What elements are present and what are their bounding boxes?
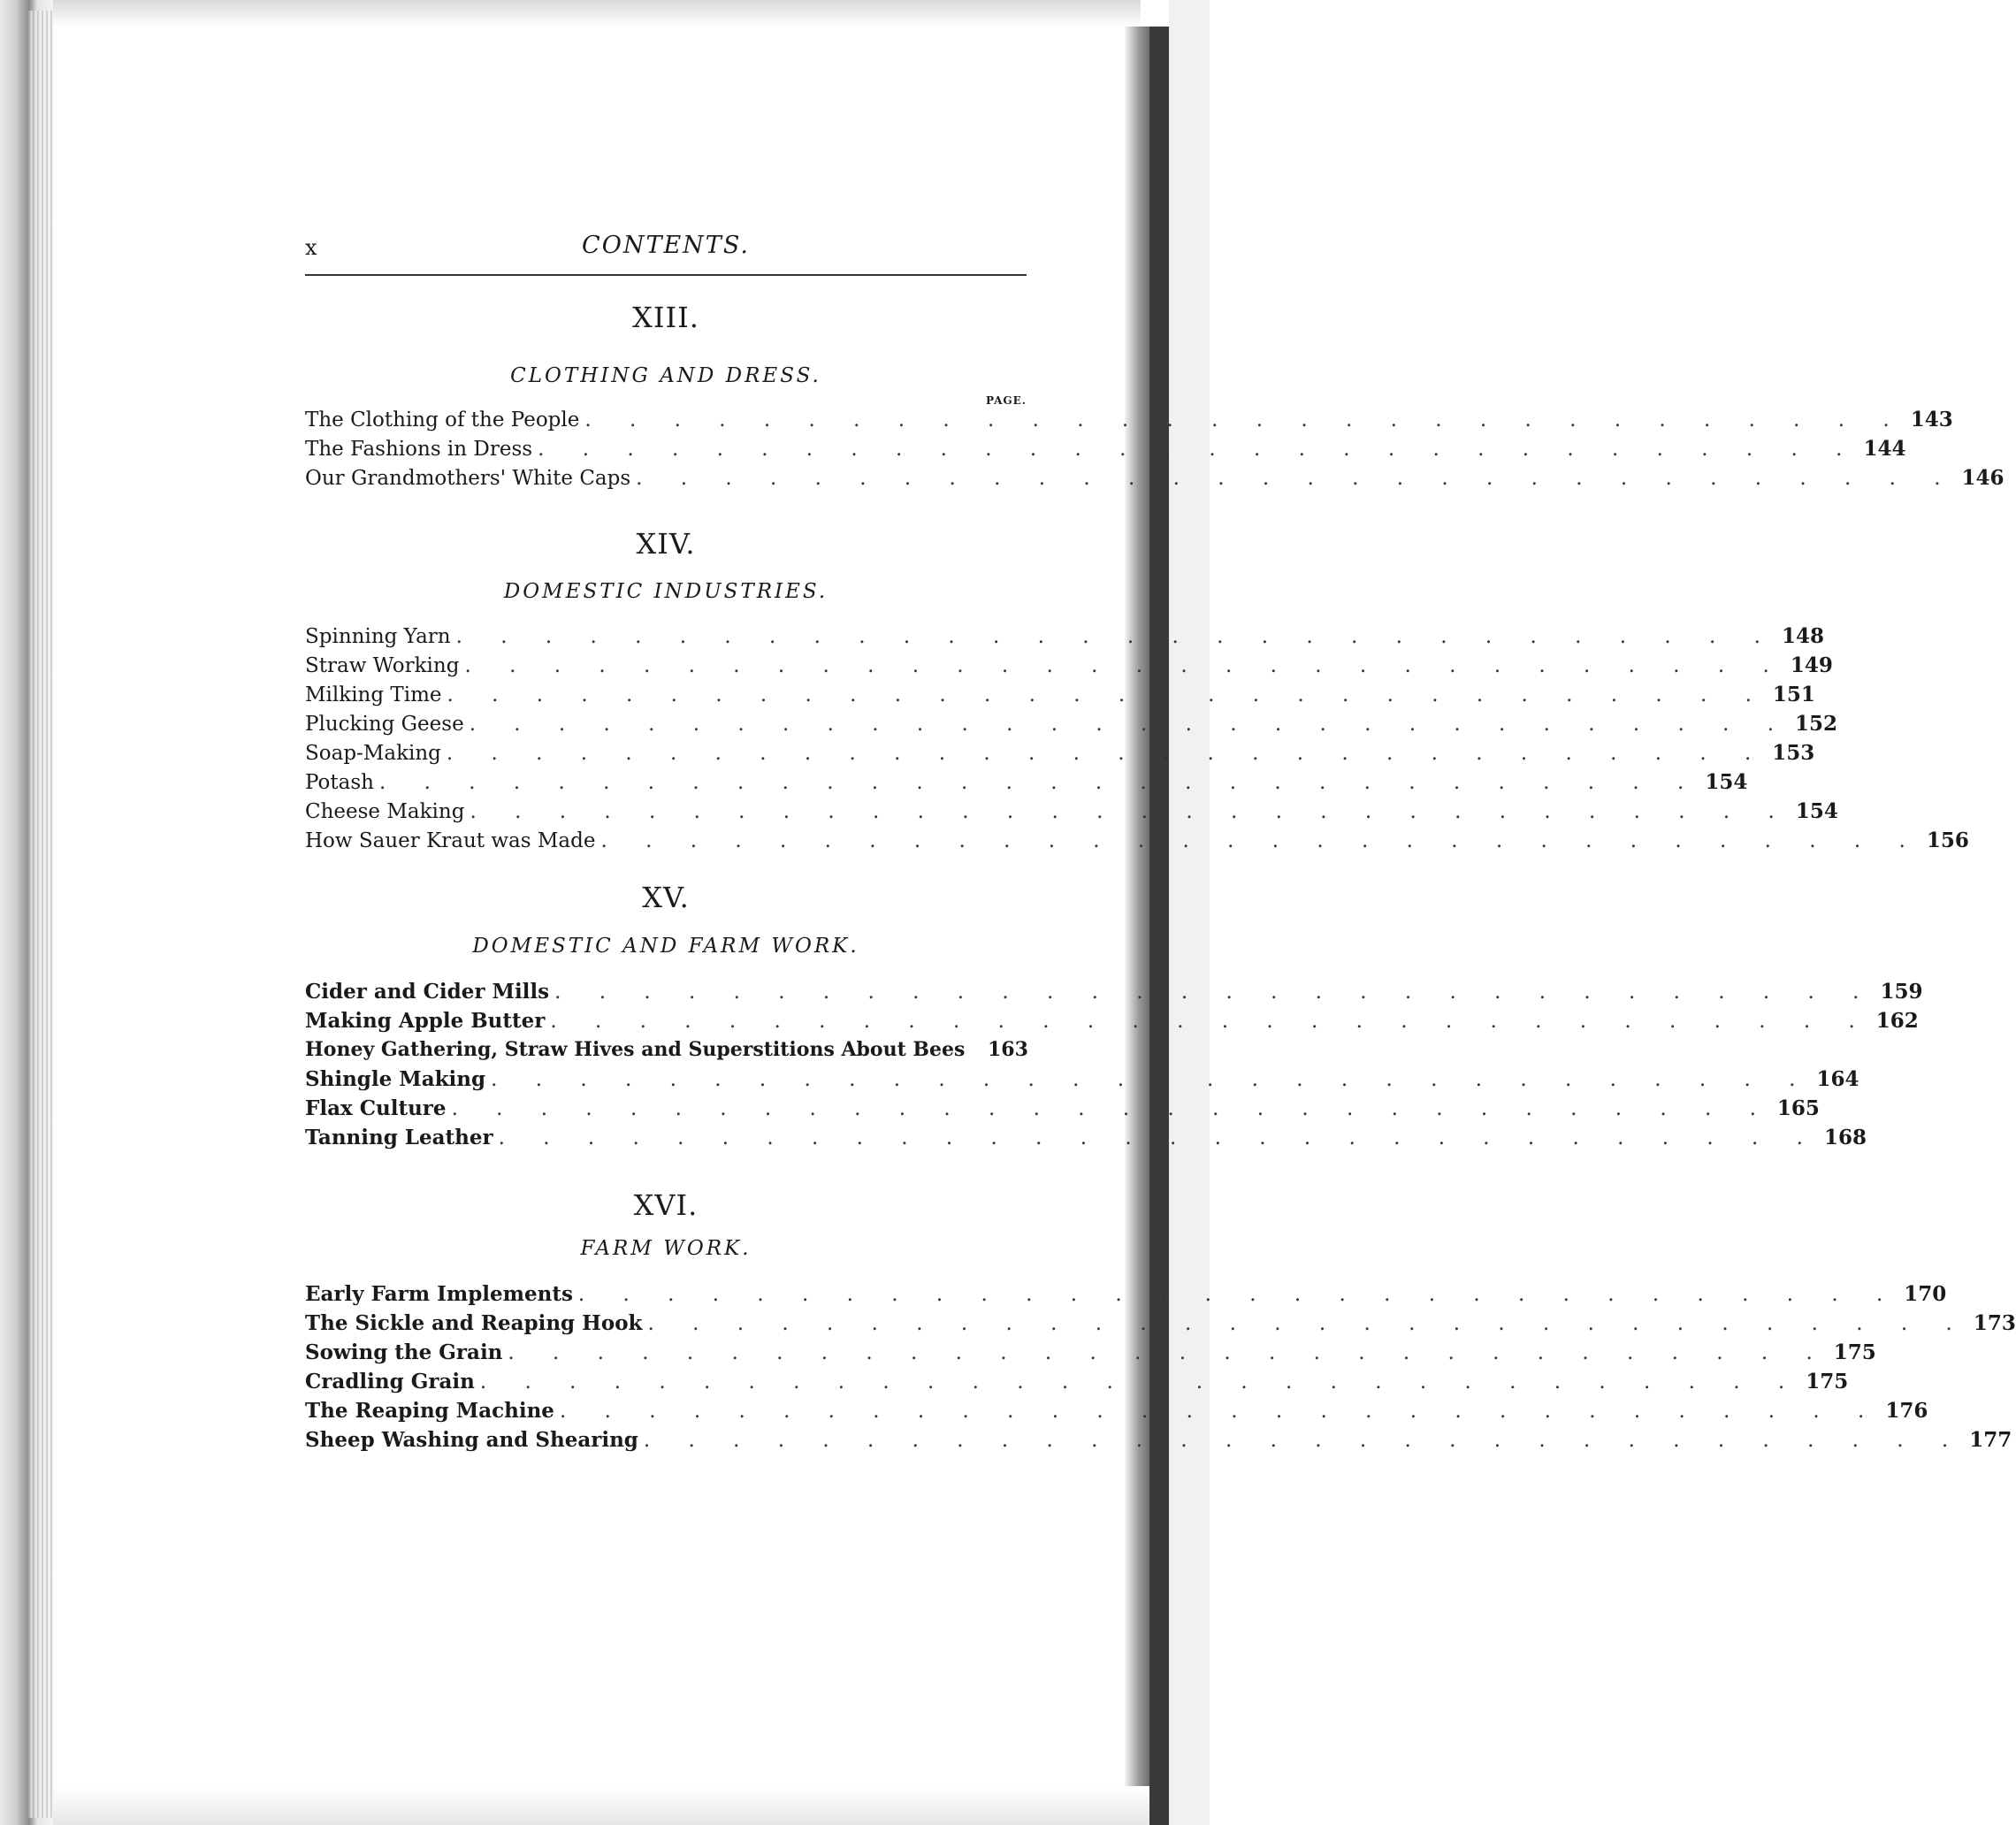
dot-leader: . . . . . . . . . . . . . . . . . . . . . . . . . . . . . . <box>508 1341 1829 1364</box>
toc-entry[interactable] <box>305 1009 1919 1037</box>
entry-page-number: 153 <box>1772 741 1815 765</box>
dot-leader: . . . . . . . . . . . . . . . . . . . . . . . . . . . . . . <box>538 438 1859 461</box>
toc-entry[interactable] <box>305 1428 2012 1456</box>
chapter-number: XIV. <box>636 527 696 561</box>
dot-leader: . . . . . . . . . . . . . . . . . . . . . . . . . . . . . . <box>451 1097 1772 1120</box>
entry-page-number: 154 <box>1705 770 1748 794</box>
toc-entry[interactable] <box>305 1282 1947 1310</box>
toc-entry[interactable] <box>305 741 1815 769</box>
dot-leader: . . . . . . . . . . . . . . . . . . . . . . . . . . . . . . <box>636 467 1957 490</box>
entry-label: Cheese Making <box>305 800 465 823</box>
entry-page-number: 165 <box>1776 1096 1820 1120</box>
entry-page-number: 175 <box>1806 1370 1849 1394</box>
dot-leader: . . . . . . . . . . . . . . . . . . . . . . . . . . . . . . <box>498 1126 1819 1149</box>
chapter-title: DOMESTIC INDUSTRIES. <box>503 580 829 603</box>
entry-page-number: 168 <box>1823 1126 1867 1149</box>
toc-entry[interactable] <box>305 1340 1876 1369</box>
entry-label: Our Grandmothers' White Caps <box>305 467 631 490</box>
entry-page-number: 143 <box>1910 408 1953 431</box>
dot-leader: . . . . . . . . . . . . . . . . . . . . . . . . . . . . . . <box>643 1429 1965 1452</box>
toc-entry[interactable] <box>305 653 1833 682</box>
chapter-title: CLOTHING AND DRESS. <box>510 364 821 387</box>
entry-label: The Reaping Machine <box>305 1399 554 1423</box>
dot-leader: . . . . . . . . . . . . . . . . . . . . . . . . . . . . . . <box>554 981 1875 1004</box>
entry-label: Sheep Washing and Shearing <box>305 1428 638 1452</box>
entry-label: Tanning Leather <box>305 1126 493 1149</box>
entry-page-number: 177 <box>1969 1428 2012 1452</box>
dot-leader: . . . . . . . . . . . . . . . . . . . . . . . . . . . . . . <box>447 683 1768 706</box>
entry-label: Cider and Cider Mills <box>305 980 550 1004</box>
entry-page-number: 146 <box>1961 466 2005 490</box>
chapter-number: XIII. <box>632 301 699 334</box>
page-folio: x <box>305 235 317 260</box>
dot-leader: . . . . . . . . . . . . . . . . . . . . . . . . . . . . . . <box>559 1400 1881 1423</box>
dot-leader: . . . . . . . . . . . . . . . . . . . . . . . . . . . . . . <box>464 654 1785 677</box>
running-title: CONTENTS. <box>582 232 750 259</box>
entry-label: Cradling Grain <box>305 1370 475 1394</box>
toc-entry[interactable] <box>305 437 1906 465</box>
toc-entry[interactable] <box>305 1038 1027 1066</box>
entry-page-number: 154 <box>1795 799 1838 823</box>
toc-entry[interactable] <box>305 624 1824 653</box>
toc-entry[interactable] <box>305 408 1953 436</box>
entry-page-number: 159 <box>1880 980 1923 1004</box>
entry-page-number: 148 <box>1781 624 1824 648</box>
entry-label: Straw Working <box>305 654 460 677</box>
toc-entry[interactable] <box>305 712 1838 740</box>
entry-page-number: 176 <box>1885 1399 1928 1423</box>
dot-leader: . . . . . . . . . . . . . . . . . . . . . . . . . . . . . . <box>455 625 1776 648</box>
entry-label: Soap-Making <box>305 742 441 765</box>
header-rule <box>305 274 1027 276</box>
toc-entry[interactable] <box>305 1126 1867 1154</box>
dot-leader: . . . . . . . . . . . . . . . . . . . . . . . . . . . . . . <box>470 800 1791 823</box>
toc-entry[interactable] <box>305 980 1923 1008</box>
dot-leader: . . . . . . . . . . . . . . . . . . . . . . . . . . . . . . <box>550 1010 1871 1033</box>
running-head <box>305 232 1027 267</box>
entry-label: The Clothing of the People <box>305 409 580 431</box>
toc-entry[interactable] <box>305 799 1838 828</box>
toc-entry[interactable] <box>305 1311 2016 1340</box>
entry-label: Sowing the Grain <box>305 1340 503 1364</box>
chapter-number: XV. <box>642 881 690 914</box>
toc-entry[interactable] <box>305 829 1969 857</box>
entry-label: Spinning Yarn <box>305 625 451 648</box>
entry-page-number: 152 <box>1795 712 1838 736</box>
entry-label: Early Farm Implements <box>305 1282 573 1306</box>
entry-page-number: 151 <box>1772 683 1815 706</box>
entry-label: Honey Gathering, Straw Hives and Superstitions About Bees <box>305 1038 966 1061</box>
toc-entry[interactable] <box>305 770 1748 798</box>
entry-label: The Sickle and Reaping Hook <box>305 1311 643 1335</box>
chapter-title: DOMESTIC AND FARM WORK. <box>472 935 859 958</box>
dot-leader: . . . . . . . . . . . . . . . . . . . . . . . . . . . . . . <box>378 771 1700 794</box>
entry-page-number: 175 <box>1833 1340 1876 1364</box>
chapter-number: XVI. <box>633 1188 699 1222</box>
entry-page-number: 163 <box>988 1038 1028 1061</box>
entry-label: Potash <box>305 771 374 794</box>
dot-leader: . . . . . . . . . . . . . . . . . . . . . . . . . . . . . . <box>479 1371 1801 1394</box>
entry-label: Flax Culture <box>305 1096 447 1120</box>
entry-page-number: 144 <box>1863 437 1906 461</box>
dot-leader: . . . . . . . . . . . . . . . . . . . . . . . . . . . . . . <box>577 1283 1899 1306</box>
toc-entry[interactable] <box>305 1096 1820 1125</box>
entry-page-number: 164 <box>1816 1067 1859 1091</box>
toc-entry[interactable] <box>305 1399 1928 1427</box>
toc-entry[interactable] <box>305 683 1815 711</box>
toc-entry[interactable] <box>305 1370 1849 1398</box>
entry-label: Making Apple Butter <box>305 1009 546 1033</box>
dot-leader: . . . . . . . . . . . . . . . . . . . . . . . . . . . . . . <box>491 1068 1812 1091</box>
entry-label: Milking Time <box>305 683 442 706</box>
entry-page-number: 149 <box>1790 653 1833 677</box>
page-column-label: PAGE. <box>985 394 1027 407</box>
entry-page-number: 162 <box>1875 1009 1919 1033</box>
chapter-title: FARM WORK. <box>580 1237 752 1260</box>
entry-page-number: 156 <box>1926 829 1969 852</box>
dot-leader: . . . . . . . . . . . . . . . . . . . . . . . . . . . . . . <box>600 829 1921 852</box>
entry-page-number: 173 <box>1973 1311 2016 1335</box>
entry-label: Shingle Making <box>305 1067 486 1091</box>
dot-leader: . . . . . . . . . . . . . . . . . . . . . . . . . . . . . . <box>584 409 1905 431</box>
dot-leader: . . . . . . . . . . . . . . . . . . . . . . . . . . . . . . <box>469 713 1791 736</box>
toc-entry[interactable] <box>305 466 2005 494</box>
entry-label: The Fashions in Dress <box>305 438 533 461</box>
toc-entry[interactable] <box>305 1067 1859 1096</box>
entry-label: How Sauer Kraut was Made <box>305 829 596 852</box>
entry-label: Plucking Geese <box>305 713 464 736</box>
dot-leader: . . . . . . . . . . . . . . . . . . . . . . . . . . . . . . <box>647 1312 1968 1335</box>
dot-leader: . . . . . . . . . . . . . . . . . . . . . . . . . . . . . . <box>446 742 1768 765</box>
entry-page-number: 170 <box>1904 1282 1947 1306</box>
